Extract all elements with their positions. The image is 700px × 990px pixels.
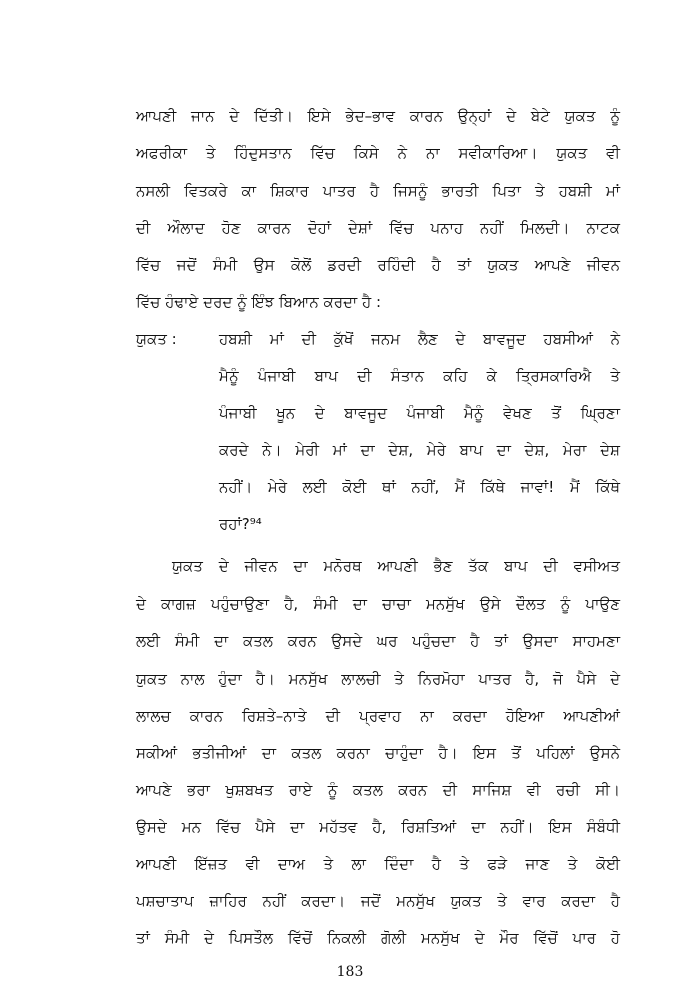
- paragraph-line: ਦੀ ਔਲਾਦ ਹੋਣ ਕਾਰਨ ਦੋਹਾਂ ਦੇਸ਼ਾਂ ਵਿੱਚ ਪਨਾਹ ਨਹੀਂ ਮਿਲਦੀ। ਨਾਟਕ: [136, 219, 620, 237]
- speaker-label: ਯੁਕਤ :: [136, 330, 177, 348]
- quote-line: ਨਹੀਂ। ਮੇਰੇ ਲਈ ਕੋਈ ਥਾਂ ਨਹੀਂ, ਮੈਂ ਕਿੱਥੇ ਜਾਵਾਂ! ਮੈਂ ਕਿੱਥੇ: [219, 478, 620, 496]
- paragraph-line: ਯੁਕਤ ਨਾਲ ਹੁੰਦਾ ਹੈ। ਮਨਸੁੱਖ ਲਾਲਚੀ ਤੇ ਨਿਰਮੋਹਾ ਪਾਤਰ ਹੈ, ਜੋ ਪੈਸੇ ਦੇ: [136, 670, 620, 688]
- paragraph-line: ਲਾਲਚ ਕਾਰਨ ਰਿਸ਼ਤੇ–ਨਾਤੇ ਦੀ ਪ੍ਰਵਾਹ ਨਾ ਕਰਦਾ ਹੋਇਆ ਆਪਣੀਆਂ: [136, 707, 620, 725]
- paragraph-line: ਦੇ ਕਾਗਜ਼ ਪਹੁੰਚਾਉਣਾ ਹੈ, ਸੰਮੀ ਦਾ ਚਾਚਾ ਮਨਸੁੱਖ ਉਸੇ ਦੌਲਤ ਨੂੰ ਪਾਉਣ: [136, 595, 620, 613]
- quote-line: ਹਬਸ਼ੀ ਮਾਂ ਦੀ ਕੁੱਖੋਂ ਜਨਮ ਲੈਣ ਦੇ ਬਾਵਜੂਦ ਹਬਸੀਆਂ ਨੇ: [219, 330, 620, 348]
- paragraph-line: ਉਸਦੇ ਮਨ ਵਿੱਚ ਪੈਸੇ ਦਾ ਮਹੱਤਵ ਹੈ, ਰਿਸ਼ਤਿਆਂ ਦਾ ਨਹੀਂ। ਇਸ ਸੰਬੰਧੀ: [136, 818, 620, 836]
- paragraph-line: ਆਪਣੇ ਭਰਾ ਖੁਸ਼ਬਖਤ ਰਾਏ ਨੂੰ ਕਤਲ ਕਰਨ ਦੀ ਸਾਜਿਸ਼ ਵੀ ਰਚੀ ਸੀ।: [136, 781, 620, 799]
- paragraph-line: ਆਪਣੀ ਜਾਨ ਦੇ ਦਿੱਤੀ। ਇਸੇ ਭੇਦ–ਭਾਵ ਕਾਰਨ ਉਨ੍ਹਾਂ ਦੇ ਬੇਟੇ ਯੁਕਤ ਨੂੰ: [136, 107, 620, 125]
- paragraph-line: ਤਾਂ ਸੰਮੀ ਦੇ ਪਿਸਤੌਲ ਵਿੱਚੋਂ ਨਿਕਲੀ ਗੋਲੀ ਮਨਸੁੱਖ ਦੇ ਮੌਰ ਵਿੱਚੋਂ ਪਾਰ ਹੋ: [136, 929, 620, 947]
- paragraph-line: ਨਸਲੀ ਵਿਤਕਰੇ ਕਾ ਸ਼ਿਕਾਰ ਪਾਤਰ ਹੈ ਜਿਸਨੂੰ ਭਾਰਤੀ ਪਿਤਾ ਤੇ ਹਬਸ਼ੀ ਮਾਂ: [136, 182, 620, 200]
- paragraph-line: ਵਿੱਚ ਜਦੋਂ ਸੰਮੀ ਉਸ ਕੋਲੋਂ ਡਰਦੀ ਰਹਿੰਦੀ ਹੈ ਤਾਂ ਯੁਕਤ ਆਪਣੇ ਜੀਵਨ: [136, 256, 620, 274]
- paragraph-line: ਆਪਣੀ ਇੱਜ਼ਤ ਵੀ ਦਾਅ ਤੇ ਲਾ ਦਿੰਦਾ ਹੈ ਤੇ ਫੜੇ ਜਾਣ ਤੇ ਕੋਈ: [136, 855, 620, 873]
- paragraph-line: ਪਸ਼ਚਾਤਾਪ ਜ਼ਾਹਿਰ ਨਹੀਂ ਕਰਦਾ। ਜਦੋਂ ਮਨਸੁੱਖ ਯੁਕਤ ਤੇ ਵਾਰ ਕਰਦਾ ਹੈ: [136, 892, 620, 910]
- quote-line: ਪੰਜਾਬੀ ਖੂਨ ਦੇ ਬਾਵਜੂਦ ਪੰਜਾਬੀ ਮੈਨੂੰ ਵੇਖਣ ਤੋਂ ਘ੍ਰਿਣਾ: [219, 404, 620, 422]
- paragraph-line: ਸਕੀਆਂ ਭਤੀਜੀਆਂ ਦਾ ਕਤਲ ਕਰਨਾ ਚਾਹੁੰਦਾ ਹੈ। ਇਸ ਤੋਂ ਪਹਿਲਾਂ ਉਸਨੇ: [136, 744, 620, 762]
- quote-line: ਕਰਦੇ ਨੇ। ਮੇਰੀ ਮਾਂ ਦਾ ਦੇਸ਼, ਮੇਰੇ ਬਾਪ ਦਾ ਦੇਸ਼, ਮੇਰਾ ਦੇਸ਼: [219, 441, 620, 459]
- quote-line: ਮੈਨੂੰ ਪੰਜਾਬੀ ਬਾਪ ਦੀ ਸੰਤਾਨ ਕਹਿ ਕੇ ਤ੍ਰਿਸਕਾਰਿਐ ਤੇ: [219, 367, 620, 385]
- quote-line: ਰਹਾਂ?⁹⁴: [219, 515, 262, 533]
- paragraph-line: ਯੁਕਤ ਦੇ ਜੀਵਨ ਦਾ ਮਨੋਰਥ ਆਪਣੀ ਭੈਣ ਤੱਕ ਬਾਪ ਦੀ ਵਸੀਅਤ: [172, 557, 620, 575]
- paragraph-line: ਅਫਰੀਕਾ ਤੇ ਹਿੰਦੁਸਤਾਨ ਵਿੱਚ ਕਿਸੇ ਨੇ ਨਾ ਸਵੀਕਾਰਿਆ। ਯੁਕਤ ਵੀ: [136, 144, 620, 162]
- paragraph-line: ਵਿੱਚ ਹੰਢਾਏ ਦਰਦ ਨੂੰ ਇੰਝ ਬਿਆਨ ਕਰਦਾ ਹੈ :: [136, 293, 382, 311]
- paragraph-line: ਲਈ ਸੰਮੀ ਦਾ ਕਤਲ ਕਰਨ ਉਸਦੇ ਘਰ ਪਹੁੰਚਦਾ ਹੈ ਤਾਂ ਉਸਦਾ ਸਾਹਮਣਾ: [136, 632, 620, 650]
- page-number: 183: [336, 964, 364, 980]
